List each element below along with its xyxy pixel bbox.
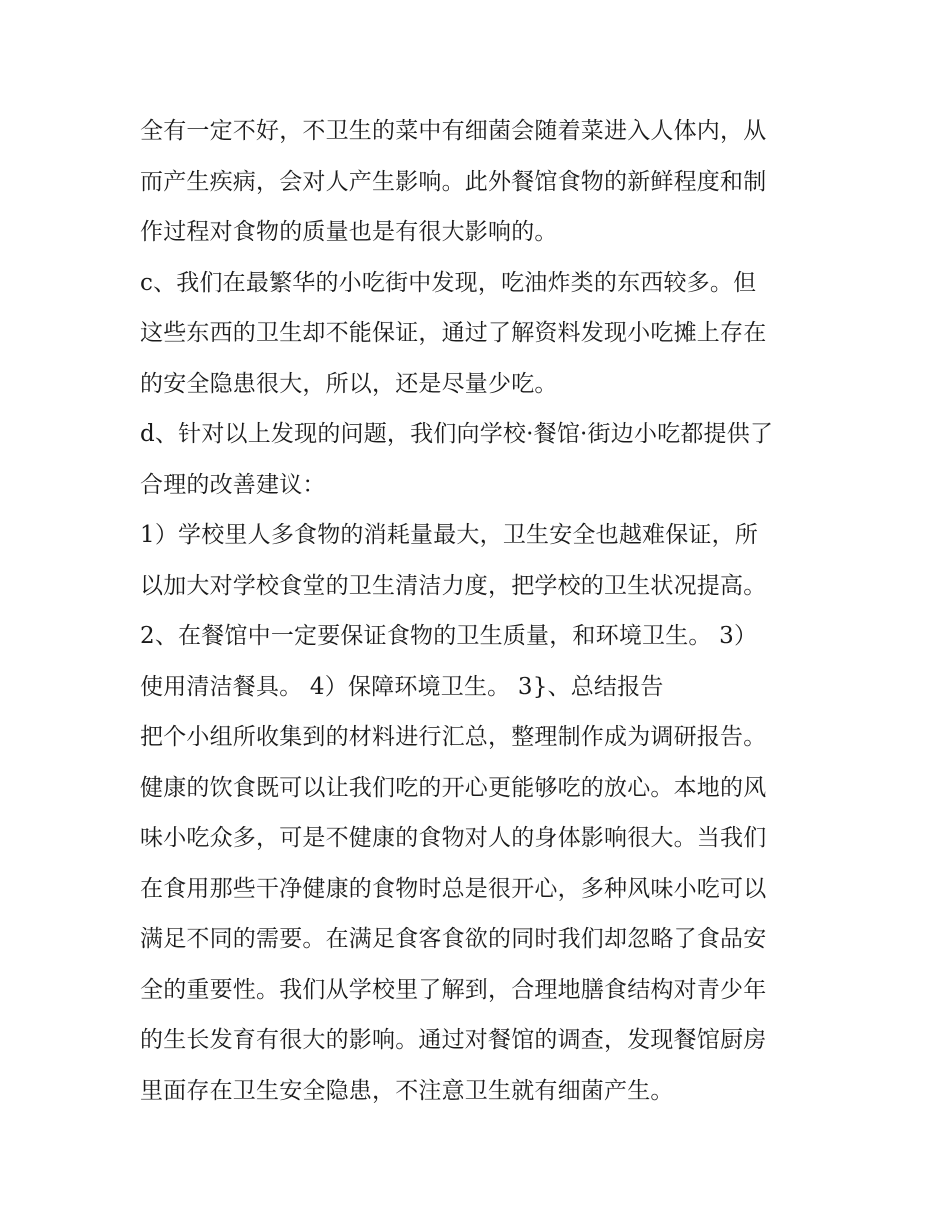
text-line: 全有一定不好，不卫生的菜中有细菌会随着菜进入人体内，从 [140,118,767,144]
text-line: 在食用那些干净健康的食物时总是很开心，多种风味小吃可以 [140,875,767,902]
text-line: 里面存在卫生安全隐患，不注意卫生就有细菌产生。 [140,1077,674,1104]
text-line: 把个小组所收集到的材料进行汇总，整理制作成为调研报告。 [140,724,767,750]
text-line: 味小吃众多，可是不健康的食物对人的身体影响很大。当我们 [140,825,767,851]
text-line: 的安全隐患很大，所以，还是尽量少吃。 [140,370,558,397]
text-line: 健康的饮食既可以让我们吃的开心更能够吃的放心。本地的风 [140,774,767,801]
text-line: 满足不同的需要。在满足食客食欲的同时我们却忽略了食品安 [140,926,767,952]
text-line: 以加大对学校食堂的卫生清洁力度，把学校的卫生状况提高。 [140,572,767,599]
text-line: 1）学校里人多食物的消耗量最大，卫生安全也越难保证，所 [140,522,759,548]
text-line: c、我们在最繁华的小吃街中发现，吃油炸类的东西较多。但 [140,269,757,296]
text-line: 作过程对食物的质量也是有很大影响的。 [140,219,558,245]
text-line: 合理的改善建议： [140,471,326,498]
text-line: 这些东西的卫生却不能保证，通过了解资料发现小吃摊上存在 [140,320,767,346]
body-text [140,106,820,1116]
text-line: 2、在餐馆中一定要保证食物的卫生质量，和环境卫生。 3） [140,623,758,649]
text-line: d、针对以上发现的问题，我们向学校·餐馆·街边小吃都提供了 [140,421,774,447]
text-line: 使用清洁餐具。 4）保障环境卫生。 3}、总结报告 [140,673,664,700]
text-line: 而产生疾病，会对人产生影响。此外餐馆食物的新鲜程度和制 [140,168,767,195]
text-line: 的生长发育有很大的影响。通过对餐馆的调查，发现餐馆厨房 [140,1027,767,1053]
text-line: 全的重要性。我们从学校里了解到，合理地膳食结构对青少年 [140,976,767,1003]
